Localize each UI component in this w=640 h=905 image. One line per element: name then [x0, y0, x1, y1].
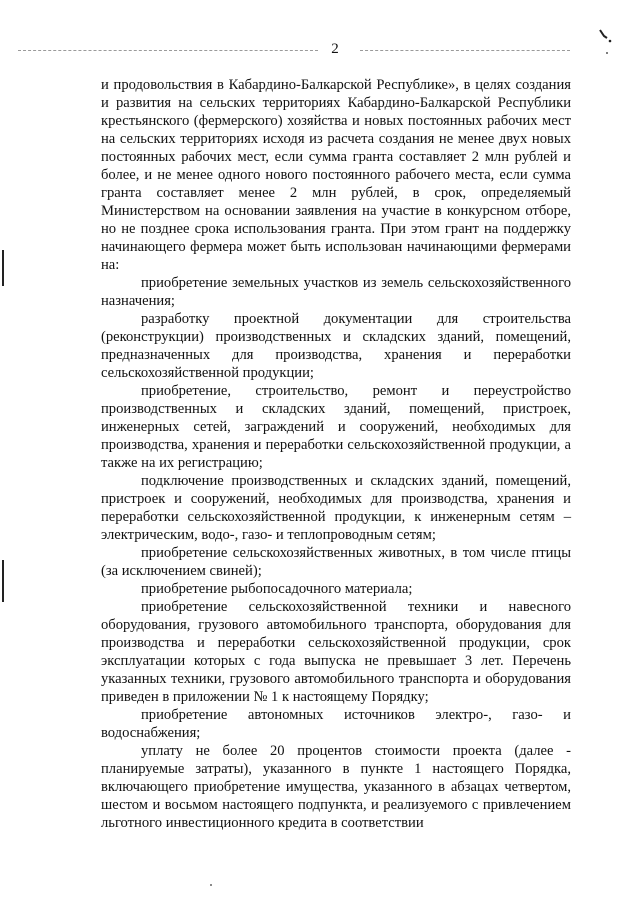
paragraph-intro: [101, 76, 571, 274]
paragraph-text: приобретение земельных участков из земель сельскохозяйственного назначения;: [101, 275, 571, 309]
document-body: [101, 76, 571, 832]
paragraph-text: разработку проектной документации для строительства (реконструкции) производственных и складских зданий, помещений, предназначенных для производства, хранения и переработки сельскохозяйственной продукции;: [101, 311, 571, 381]
paragraph-text: приобретение сельскохозяйственных животных, в том числе птицы (за исключением свиней);: [101, 545, 571, 579]
list-item: [101, 544, 571, 580]
scan-edge-mark: [2, 560, 4, 602]
scan-edge-mark: [2, 250, 4, 286]
list-item: [101, 382, 571, 472]
list-item: [101, 742, 571, 832]
paragraph-text: приобретение, строительство, ремонт и переустройство производственных и складских зданий, помещений, пристроек, инженерных сетей, заграждений и сооружений, необходимых для производства, хранения и переработки сельскохозяйственной продукции, а также на их регистрацию;: [101, 383, 571, 471]
paragraph-text: приобретение рыбопосадочного материала;: [141, 581, 413, 597]
scan-speck: [210, 884, 212, 886]
page-number: 2: [331, 41, 339, 57]
paragraph-text: подключение производственных и складских зданий, помещений, пристроек и сооружений, необходимых для производства, хранения и переработки сельскохозяйственной продукции, к инженерным сетям – электрическим, водо-, газо- и теплопроводным сетям;: [101, 473, 571, 543]
list-item: [101, 472, 571, 544]
list-item: [101, 310, 571, 382]
paragraph-text: приобретение автономных источников электро-, газо- и водоснабжения;: [101, 707, 571, 741]
paragraph-text: приобретение сельскохозяйственной техники и навесного оборудования, грузового автомобильного транспорта, оборудования для производства и переработки сельскохозяйственной продукции, срок эксплуатации которых с года выпуска не превышает 3 лет. Перечень указанных техники, грузового автомобильного транспорта и оборудования приведен в приложении № 1 к настоящему Порядку;: [101, 599, 571, 705]
list-item: [101, 274, 571, 310]
list-item: [101, 598, 571, 706]
list-item: [101, 706, 571, 742]
scan-mark: [598, 26, 618, 56]
paragraph-text: уплату не более 20 процентов стоимости проекта (далее - планируемые затраты), указанного в пункте 1 настоящего Порядка, включающего приобретение имущества, указанного в абзацах четвертом, шестом и восьмом настоящего подпункта, и реализуемого с привлечением льготного инвестиционного кредита в соответствии: [101, 743, 571, 831]
paragraph-text: и продовольствия в Кабардино-Балкарской Республике», в целях создания и развития на сельских территориях Кабардино-Балкарской Республики крестьянского (фермерского) хозяйства и новых постоянных рабочих мест на сельских территориях исходя из расчета создания не менее двух новых постоянных рабочих мест, если сумма гранта составляет 2 млн рублей и более, и не менее одного нового постоянного рабочего места, если сумма гранта составляет менее 2 млн рублей, в срок, определяемый Министерством на основании заявления на участие в конкурсном отборе, но не позднее срока использования гранта. При этом грант на поддержку начинающего фермера может быть использован начинающими фермерами на:: [101, 77, 571, 273]
list-item: [101, 580, 571, 598]
